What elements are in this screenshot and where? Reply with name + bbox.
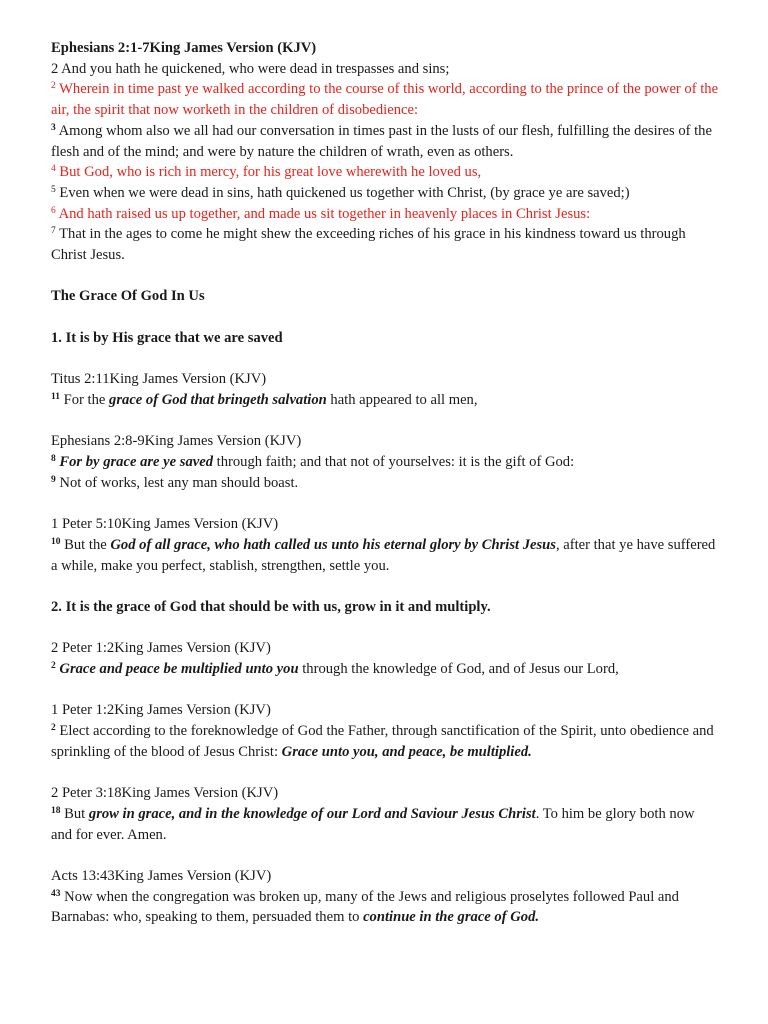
passage-title: Ephesians 2:1-7King James Version (KJV) [51,40,317,56]
verse-2-wherein [51,79,719,120]
emphasized-text: God of all grace, who hath called us unto his eternal glory by Christ Jesus [110,536,556,553]
verse-text: But God, who is rich in mercy, for his great love wherewith he loved us, [59,164,482,181]
scripture-reference: Ephesians 2:8-9King James Version (KJV) [51,433,302,450]
verse-4 [51,162,719,183]
verse-eph-2-8 [51,452,719,473]
verse-eph-2-9 [51,473,719,494]
document-body [51,38,719,928]
spacer [51,307,719,328]
verse-text: Among whom also we all had our conversation in times past in the lusts of our flesh, fulfilling the desires of the flesh and of the mind; and were by nature the children of wrath, even as others. [51,122,712,160]
verse-text: And hath raised us up together, and made us sit together in heavenly places in Christ Jesus: [58,205,591,222]
verse-1pet-1-2 [51,721,719,762]
verse-5 [51,183,719,204]
emphasized-text: For by grace are ye saved [59,454,213,470]
verse-text: Now when the congregation was broken up, many of the Jews and religious proselytes followed Paul and Barnabas: who, speaking to them, persuaded them to [51,888,679,926]
verse-text: Even when we were dead in sins, hath quickened us together with Christ, (by grace ye are saved;) [59,184,630,201]
point-1-heading: 1. It is by His grace that we are saved [51,329,283,346]
verse-number: 2 [51,81,56,92]
spacer [51,762,719,783]
scripture-reference: 1 Peter 1:2King James Version (KJV) [51,702,271,719]
section-title: The Grace Of God In Us [51,288,205,305]
spacer [51,845,719,866]
verse-text: For the [63,391,110,408]
verse-7 [51,224,719,265]
verse-number: 6 [51,205,56,216]
verse-text: Not of works, lest any man should boast. [59,474,299,491]
verse-text: But the [64,536,111,553]
verse-number: 5 [51,184,56,195]
verse-1pet-5-10 [51,535,719,576]
verse-number: 10 [51,536,61,547]
verse-2pet-3-18 [51,804,719,845]
verse-number: 11 [51,391,60,402]
verse-titus-2-11 [51,390,719,411]
verse-number: 4 [51,164,56,175]
verse-3 [51,121,719,162]
scripture-reference: Acts 13:43King James Version (KJV) [51,867,272,884]
verse-number: 43 [51,888,61,899]
verse-number: 8 [51,454,56,464]
verse-number: 18 [51,805,61,816]
spacer [51,576,719,597]
emphasized-text: grow in grace, and in the knowledge of our Lord and Saviour Jesus Christ [88,805,536,822]
spacer [51,349,719,370]
spacer [51,618,719,639]
verse-number: 2 [51,660,56,671]
scripture-reference: 1 Peter 5:10King James Version (KJV) [51,516,279,533]
verse-text: hath appeared to all men, [326,391,478,408]
verse-text: Elect according to the foreknowledge of God the Father, through sanctification of the Spirit, unto obedience and sprinkling of the blood of Jesus Christ: [51,723,714,760]
verse-number: 7 [51,226,56,237]
verse-text: But [64,805,89,822]
verse-text: , after that ye have suffered a while, make you perfect, stablish, strengthen, settle you. [51,536,716,574]
verse-text: . To him be glory both now and for ever. Amen. [51,805,695,843]
scripture-reference: 2 Peter 1:2King James Version (KJV) [51,640,271,657]
verse-number: 3 [51,122,56,133]
verse-number: 9 [51,474,56,485]
scripture-reference: Titus 2:11King James Version (KJV) [51,371,267,388]
verse-number: 2 [51,723,56,734]
emphasized-text: grace of God that bringeth salvation [109,391,327,408]
verse-6 [51,204,719,225]
scripture-reference: 2 Peter 3:18King James Version (KJV) [51,785,279,802]
emphasized-text: continue in the grace of God. [363,909,540,926]
verse-text: That in the ages to come he might shew the exceeding riches of his grace in his kindness toward us through Christ Jesus. [51,226,686,264]
verse-text: 2 And you hath he quickened, who were dead in trespasses and sins; [51,60,450,77]
spacer [51,680,719,701]
verse-2 [51,59,719,80]
verse-2pet-1-2 [51,659,719,680]
verse-text: Wherein in time past ye walked according to the course of this world, according to the prince of the power of the air, the spirit that now worketh in the children of disobedience: [51,81,719,119]
spacer [51,266,719,287]
emphasized-text: Grace and peace be multiplied unto you [59,660,299,677]
point-2-heading: 2. It is the grace of God that should be with us, grow in it and multiply. [51,598,491,615]
spacer [51,493,719,514]
verse-acts-13-43 [51,887,719,928]
emphasized-text: Grace unto you, and peace, be multiplied. [281,743,532,760]
verse-text: through faith; and that not of yourselves: it is the gift of God: [213,454,575,470]
verse-text: through the knowledge of God, and of Jesus our Lord, [298,660,619,677]
spacer [51,411,719,432]
